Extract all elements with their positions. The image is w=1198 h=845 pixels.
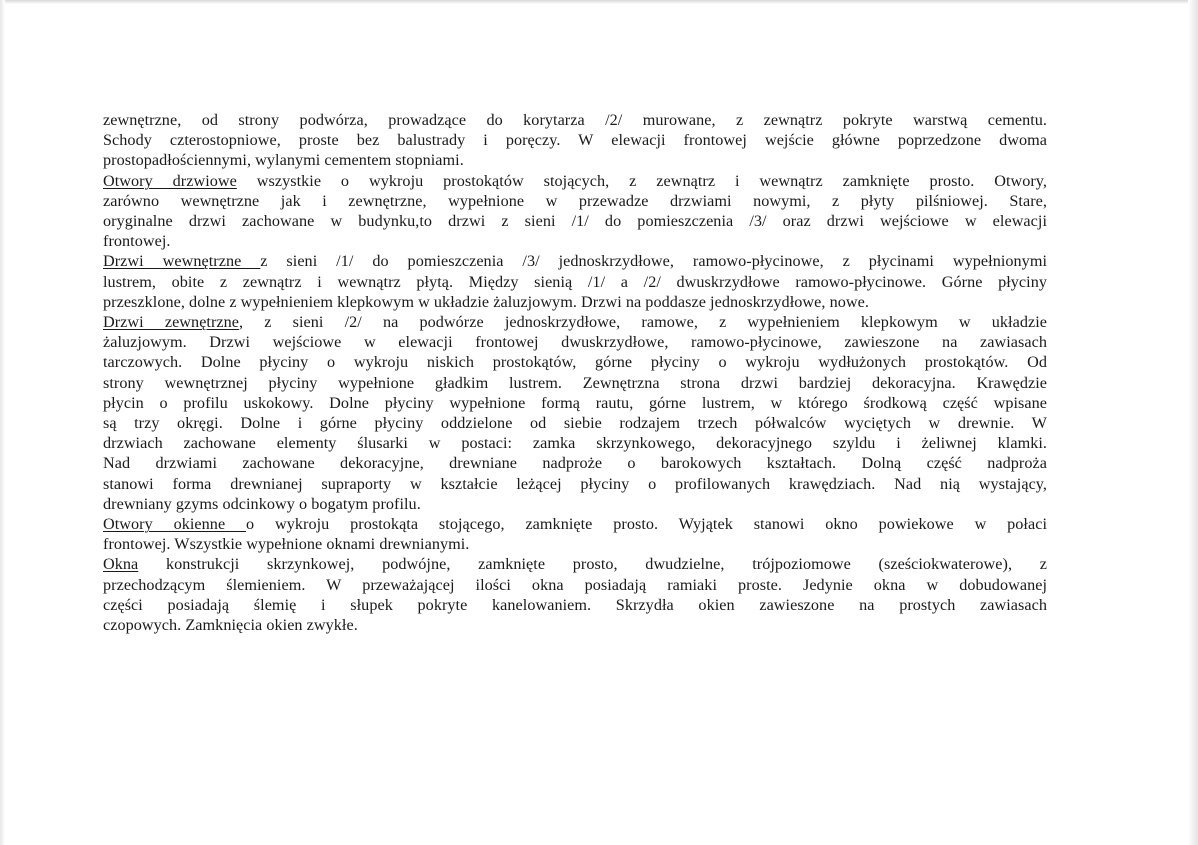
scan-edge-right — [1188, 0, 1198, 845]
paragraph-door-openings — [103, 171, 1047, 252]
section-heading-interior-doors: Drzwi wewnętrzne — [103, 252, 261, 271]
text-line — [103, 171, 1047, 191]
text-line: zarówno wewnętrzne jak i zewnętrzne, wypełnione w przewadze drzwiami nowymi, z płyty pilśniowej. Stare, — [103, 191, 1047, 210]
text-line: stanowi forma drewnianej supraporty w kształcie leżącej płyciny o profilowanych krawędziach. Nad nią wystający, — [103, 474, 1047, 493]
text-line — [103, 312, 1047, 332]
document-body — [103, 110, 1047, 635]
text-line-rest: wszystkie o wykroju prostokątów stojących, z zewnątrz i wewnątrz zamknięte prosto. Otwory, — [236, 171, 1048, 190]
text-line: frontowej. Wszystkie wypełnione oknami drewnianymi. — [103, 535, 470, 554]
section-heading-door-openings: Otwory drzwiowe — [103, 171, 237, 190]
text-line: Nad drzwiami zachowane dekoracyjne, drewniane nadproże o barokowych kształtach. Dolną część nadproża — [103, 454, 1047, 473]
paragraph-entrance — [103, 110, 1047, 171]
text-line-rest: konstrukcji skrzynkowej, podwójne, zamknięte prosto, dwudzielne, trójpoziomowe (sześciokwaterowe), z — [138, 555, 1047, 574]
text-line: strony wewnętrznej płyciny wypełnione gładkim lustrem. Zewnętrzna strona drzwi bardziej dekoracyjna. Krawędzie — [103, 373, 1047, 392]
text-line — [103, 251, 1047, 271]
text-line: Schody czterostopniowe, proste bez balustrady i poręczy. W elewacji frontowej wejście główne poprzedzone dwoma — [103, 131, 1047, 150]
section-heading-exterior-doors: Drzwi zewnętrzne — [103, 313, 240, 332]
text-line: są trzy okręgi. Dolne i górne płyciny oddzielone od siebie rodzajem trzech półwalców wyciętych w drewnie. W — [103, 414, 1047, 433]
text-line: prostopadłościennymi, wylanymi cementem stopniami. — [103, 151, 464, 170]
text-line: tarczowych. Dolne płyciny o wykroju niskich prostokątów, górne płyciny o wykroju wydłużonych prostokątów. Od — [103, 353, 1047, 372]
text-line: przeszklone, dolne z wypełnieniem klepkowym w układzie żaluzjowym. Drzwi na poddasze jednoskrzydłowe, nowe. — [103, 292, 869, 311]
text-line-rest: , z sieni /2/ na podwórze jednoskrzydłowe, ramowe, z wypełnieniem klepkowym w układzie — [239, 313, 1047, 332]
text-line: drewniany gzyms odcinkowy o bogatym profilu. — [103, 494, 421, 513]
section-heading-window-openings: Otwory okienne — [103, 515, 247, 534]
scan-edge-left — [0, 0, 5, 845]
scan-edge-top — [0, 0, 1198, 4]
text-line: frontowej. — [103, 232, 171, 251]
text-line: lustrem, obite z zewnątrz i wewnątrz płytą. Między sienią /1/ a /2/ dwuskrzydłowe ramowo-płycinowe. Górne płyciny — [103, 272, 1047, 291]
text-line: oryginalne drzwi zachowane w budynku,to drzwi z sieni /1/ do pomieszczenia /3/ oraz drzwi wejściowe w elewacji — [103, 212, 1047, 231]
section-heading-windows: Okna — [103, 555, 139, 574]
text-line: przechodzącym ślemieniem. W przeważającej ilości okna posiadają ramiaki proste. Jedynie okna w dobudowanej — [103, 575, 1047, 594]
text-line-rest: o wykroju prostokąta stojącego, zamknięte prosto. Wyjątek stanowi okno powiekowe w połaci — [246, 515, 1047, 534]
paragraph-exterior-doors — [103, 312, 1047, 514]
paragraph-window-openings — [103, 514, 1047, 554]
text-line: drzwiach zachowane elementy ślusarki w postaci: zamka skrzynkowego, dekoracyjnego szyldu i żeliwnej klamki. — [103, 434, 1047, 453]
text-line: płycin o profilu uskokowy. Dolne płyciny wypełnione formą rautu, górne lustrem, w którego środkową część wpisane — [103, 393, 1047, 412]
text-line — [103, 514, 1047, 534]
text-line: czopowych. Zamknięcia okien zwykłe. — [103, 616, 358, 635]
text-line: zewnętrzne, od strony podwórza, prowadzące do korytarza /2/ murowane, z zewnątrz pokryte warstwą cementu. — [103, 111, 1047, 129]
text-line: części posiadają ślemię i słupek pokryte kanelowaniem. Skrzydła okien zawieszone na prostych zawiasach — [103, 595, 1047, 614]
paragraph-windows — [103, 554, 1047, 635]
text-line: żaluzjowym. Drzwi wejściowe w elewacji frontowej dwuskrzydłowe, ramowo-płycinowe, zawieszone na zawiasach — [103, 333, 1047, 352]
text-line-rest: z sieni /1/ do pomieszczenia /3/ jednoskrzydłowe, ramowo-płycinowe, z płycinami wypełnionymi — [260, 252, 1048, 271]
text-line — [103, 554, 1047, 574]
paragraph-interior-doors — [103, 251, 1047, 312]
